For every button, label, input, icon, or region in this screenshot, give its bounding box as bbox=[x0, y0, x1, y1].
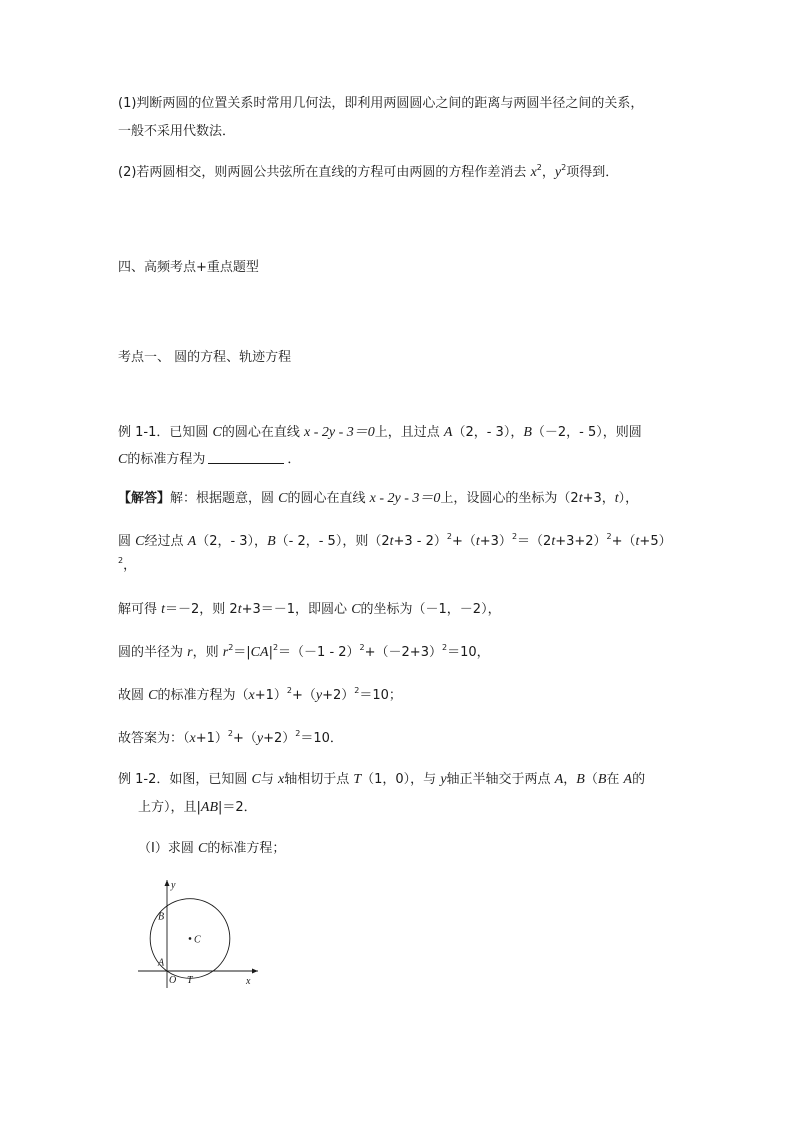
circle-figure bbox=[134, 876, 264, 994]
solution-tag: 【解答】 bbox=[118, 491, 171, 506]
solution-line-3: $^2$， bbox=[118, 556, 137, 573]
note-1-line-2: 一般不采用代数法． bbox=[118, 124, 236, 139]
label-c: C bbox=[194, 934, 201, 946]
solution-line-1: 【解答】解：根据题意，圆 C的圆心在直线 x - 2y - 3＝0上，设圆心的坐标为（2t+3，t）， bbox=[118, 491, 639, 506]
label-a: A bbox=[158, 957, 165, 969]
solution-line-6: 故圆 C的标准方程为$(x+1)^2+(y+2)^2=10$； bbox=[118, 686, 402, 703]
example-1-2-line-1: 例 1-2．如图，已知圆 C与 x轴相切于点 T（1，0），与 y轴正半轴交于两点 A，B（B在 A的 bbox=[118, 772, 646, 787]
solution-line-7: 故答案为：$(x+1)^2+(y+2)^2=10$． bbox=[118, 729, 343, 746]
center-point bbox=[189, 937, 192, 940]
point-title: 考点一、 圆的方程、轨迹方程 bbox=[118, 350, 292, 365]
solution-line-2: 圆 C经过点 A（2，- 3），B（- 2，- 5），则$(2t+3 - 2)^2+(t+3)^2=(2t+3+2)^2+(t+5)$ bbox=[118, 532, 672, 549]
answer-blank bbox=[208, 450, 284, 464]
solution-line-5: 圆的半径为 r，则 $r^2=|CA|^2=(-1 - 2)^2+(-2+3)^2=10$， bbox=[118, 643, 490, 660]
note-2: (2)若两圆相交，则两圆公共弦所在直线的方程可由两圆的方程作差消去 $x^2$，$y^2$项得到． bbox=[118, 163, 619, 180]
label-x: x bbox=[246, 976, 251, 987]
label-b: B bbox=[158, 911, 165, 923]
section-title: 四、高频考点+重点题型 bbox=[118, 260, 259, 275]
x-axis-arrow bbox=[252, 969, 258, 974]
label-o: O bbox=[169, 975, 177, 986]
example-1-2-line-2: 上方），且|AB|＝2． bbox=[138, 800, 257, 815]
y-axis-arrow bbox=[165, 880, 170, 886]
note-1-line-1: (1)判断两圆的位置关系时常用几何法，即利用两圆圆心之间的距离与两圆半径之间的关系， bbox=[118, 96, 644, 111]
label-t: T bbox=[187, 975, 193, 986]
example-1-1-line-1: 例 1-1．已知圆 C的圆心在直线 x - 2y - 3＝0上，且过点 A（2，- 3），B（－2，- 5），则圆 bbox=[118, 425, 642, 440]
question-1: （Ⅰ）求圆 C的标准方程； bbox=[138, 841, 286, 856]
example-1-1-line-2: C的标准方程为 ． bbox=[118, 452, 301, 467]
solution-line-4: 解可得 t＝－2，则 2t+3＝－1，即圆心 C的坐标为（－1，－2）， bbox=[118, 602, 501, 617]
label-y: y bbox=[171, 880, 176, 891]
